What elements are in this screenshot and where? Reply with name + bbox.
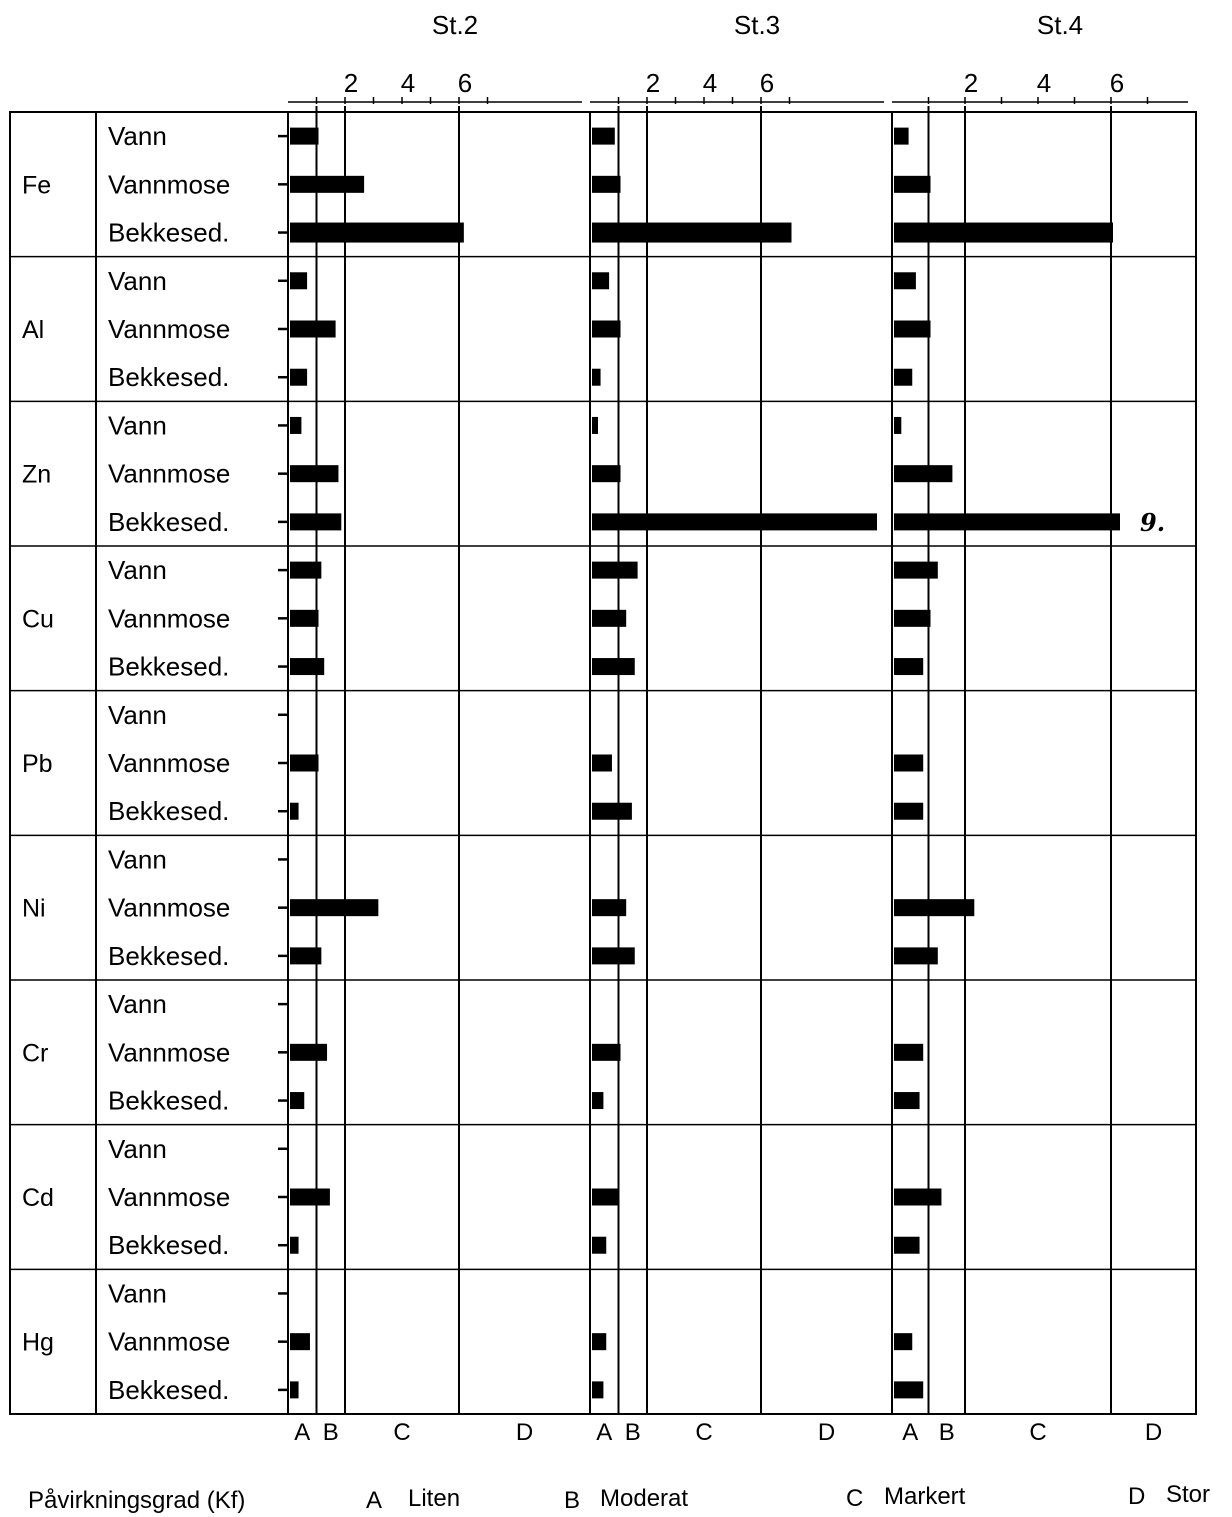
bar (894, 223, 1113, 243)
class-label: A (596, 1419, 613, 1446)
media-label: Bekkesed. (108, 651, 230, 682)
bar (592, 1333, 606, 1350)
tick-label: 6 (457, 68, 473, 98)
legend-text-b: Moderat (600, 1485, 689, 1512)
bar (592, 128, 615, 145)
bar (894, 513, 1120, 530)
bar (592, 513, 877, 530)
media-label: Vann (108, 121, 167, 152)
bar (290, 1381, 299, 1398)
media-label: Vannmose (108, 1037, 231, 1068)
bar (894, 272, 916, 289)
media-label: Vann (108, 989, 167, 1020)
bar (894, 1381, 923, 1398)
bar (290, 562, 321, 579)
element-label: Cr (22, 1039, 49, 1068)
media-label: Vannmose (108, 603, 231, 634)
bar (290, 610, 319, 627)
bar (290, 803, 299, 820)
overflow-value-label: 9. (1140, 507, 1166, 537)
tick-label: 2 (963, 68, 979, 98)
bar (290, 176, 364, 193)
tick-label: 2 (645, 68, 661, 98)
bar (592, 176, 621, 193)
media-label: Bekkesed. (108, 362, 230, 393)
tick-label: 6 (759, 68, 775, 98)
tick-label: 2 (343, 68, 359, 98)
bar (592, 321, 621, 338)
legend-letter-c: C (846, 1485, 864, 1512)
class-label: A (294, 1419, 311, 1446)
bar (592, 465, 621, 482)
bar (592, 1189, 618, 1206)
station-title: St.2 (431, 10, 479, 40)
media-label: Vannmose (108, 169, 231, 200)
bar (592, 223, 792, 243)
class-label: D (817, 1419, 836, 1446)
bar (894, 803, 923, 820)
bar (290, 755, 319, 772)
bar (894, 1189, 941, 1206)
bar (894, 1333, 912, 1350)
class-label: D (515, 1419, 534, 1446)
station-title: St.3 (733, 10, 781, 40)
media-label: Vannmose (108, 314, 231, 344)
tick-label: 4 (1036, 68, 1052, 98)
bar (592, 562, 638, 579)
media-label: Vannmose (108, 748, 231, 778)
bar (290, 513, 341, 530)
bar (894, 1237, 920, 1254)
legend-text-c: Markert (884, 1483, 966, 1510)
bar (592, 1237, 606, 1254)
bar (290, 272, 307, 289)
media-label: Bekkesed. (108, 1374, 230, 1405)
bar (290, 465, 338, 482)
bar (290, 1189, 330, 1206)
bar (592, 1044, 621, 1061)
media-label: Vann (108, 1278, 167, 1309)
element-label: Hg (22, 1328, 54, 1357)
bar (592, 417, 598, 434)
element-label: Cd (22, 1184, 54, 1212)
class-label: B (938, 1419, 955, 1446)
media-label: Bekkesed. (108, 1085, 230, 1116)
bar (290, 1237, 299, 1254)
bar (290, 658, 324, 675)
bar (894, 610, 931, 627)
legend-letter-b: B (564, 1487, 581, 1514)
bar (894, 128, 909, 145)
legend-text-d: Stor (1166, 1481, 1211, 1508)
bar (894, 562, 938, 579)
bar (290, 1092, 304, 1109)
bar (592, 899, 626, 916)
bars-layer (290, 128, 1120, 1399)
element-label: Cu (22, 605, 54, 634)
bar (894, 1092, 920, 1109)
bar (290, 417, 301, 434)
legend (28, 1481, 1210, 1514)
bar (290, 947, 321, 964)
bar (894, 947, 938, 964)
media-label: Vannmose (108, 1182, 231, 1212)
class-label: D (1144, 1419, 1163, 1446)
media-label: Bekkesed. (108, 506, 230, 537)
class-label: A (902, 1419, 919, 1446)
media-label: Vann (108, 699, 167, 730)
legend-letter-a: A (366, 1487, 383, 1514)
media-label: Bekkesed. (108, 1230, 230, 1261)
class-label: B (322, 1419, 339, 1446)
bar (592, 803, 632, 820)
media-label: Vannmose (108, 458, 231, 489)
media-label: Vann (108, 1133, 167, 1164)
media-label: Vannmose (108, 1326, 231, 1357)
tick-label: 6 (1109, 68, 1125, 98)
media-label: Vann (108, 555, 167, 586)
media-label: Bekkesed. (108, 217, 230, 248)
bar (290, 128, 319, 145)
legend-letter-d: D (1128, 1483, 1146, 1510)
element-label: Pb (22, 750, 53, 778)
media-label: Vann (108, 844, 167, 875)
bar (592, 1381, 603, 1398)
station-title: St.4 (1036, 10, 1084, 40)
bar (894, 369, 912, 386)
bar (894, 755, 923, 772)
bar (290, 321, 336, 338)
media-label: Vannmose (108, 892, 231, 923)
element-label: Fe (22, 171, 52, 200)
class-label: C (695, 1419, 713, 1446)
bar (894, 899, 974, 916)
bar (290, 1044, 327, 1061)
bar (592, 658, 635, 675)
bar (592, 755, 612, 772)
media-label: Bekkesed. (108, 796, 230, 827)
bar (290, 899, 378, 916)
media-label: Bekkesed. (108, 940, 230, 971)
class-label: C (393, 1419, 411, 1446)
bar (290, 223, 464, 243)
bar (290, 369, 307, 386)
element-label: Zn (22, 460, 52, 489)
bar (894, 1044, 923, 1061)
bar (592, 1092, 603, 1109)
class-label: B (624, 1419, 641, 1446)
class-label: C (1029, 1419, 1047, 1446)
bar (592, 947, 635, 964)
bar (894, 465, 952, 482)
bar (592, 272, 609, 289)
element-label: Ni (22, 894, 46, 923)
legend-title: Påvirkningsgrad (Kf) (28, 1487, 246, 1514)
bar (894, 417, 901, 434)
tick-label: 4 (400, 68, 416, 98)
legend-text-a: Liten (408, 1485, 461, 1512)
tick-label: 4 (702, 68, 718, 98)
bar (592, 369, 601, 386)
element-label: Al (22, 316, 45, 344)
media-label: Vann (108, 265, 167, 296)
bar (894, 658, 923, 675)
bar (592, 610, 626, 627)
bar (290, 1333, 310, 1350)
bar (894, 176, 931, 193)
media-label: Vann (108, 410, 167, 441)
bar (894, 321, 931, 338)
